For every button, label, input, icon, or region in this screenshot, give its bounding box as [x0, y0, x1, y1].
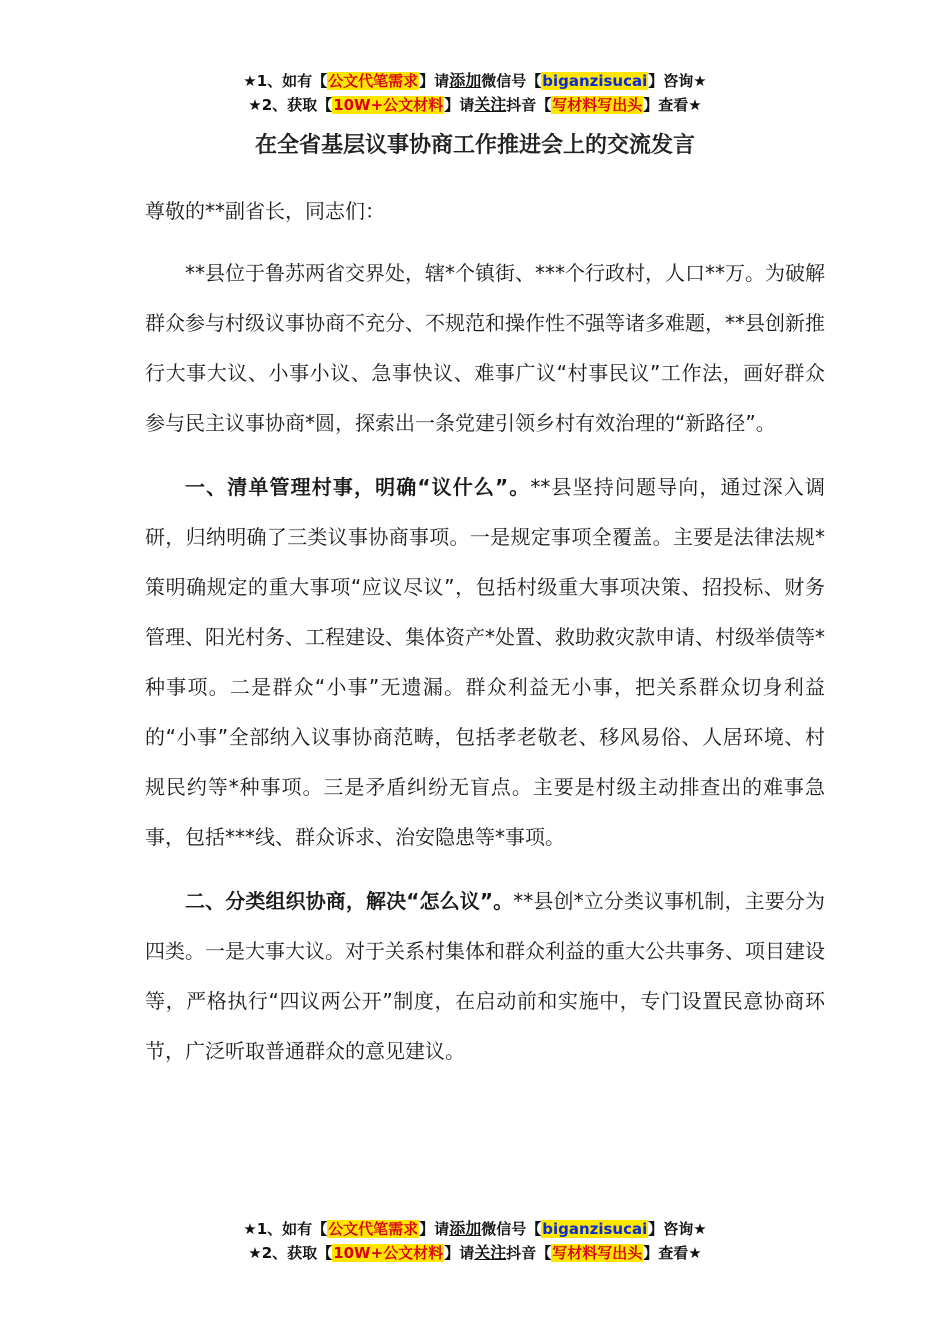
promo-line-1 [0, 69, 950, 93]
promo-text: 】请 [444, 96, 475, 114]
douyin-account: 写材料写出头 [552, 96, 643, 114]
wechat-id: biganzisucai [542, 72, 648, 90]
promo-line-1 [0, 1217, 950, 1241]
wechat-id: biganzisucai [542, 1220, 648, 1238]
promo-text: 】咨询★ [648, 1220, 707, 1238]
promo-text: ★2、获取【 [248, 96, 333, 114]
promo-text: ★1、如有【 [243, 72, 328, 90]
promo-text: ★1、如有【 [243, 1220, 328, 1238]
promo-text: 】请 [419, 1220, 450, 1238]
section-1-body: **县坚持问题导向，通过深入调研，归纳明确了三类议事协商事项。一是规定事项全覆盖。主要是法律法规*策明确规定的重大事项“应议尽议”，包括村级重大事项决策、招投标、财务管理、阳光村务、工程建设、集体资产*处置、救助救灾款申请、村级举债等*种事项。二是群众“小事”无遗漏。群众利益无小事，把关系群众切身利益的“小事”全部纳入议事协商范畴，包括孝老敬老、移风易俗、人居环境、村规民约等*种事项。三是矛盾纠纷无盲点。主要是村级主动排查出的难事急事，包括***线、群众诉求、治安隐患等*事项。 [145, 475, 825, 849]
document-title: 在全省基层议事协商工作推进会上的交流发言 [254, 133, 695, 158]
promo-text: 微信号【 [481, 1220, 542, 1238]
document-body [145, 186, 825, 1076]
promo-emphasis: 添加 [449, 1219, 482, 1238]
promo-text: 抖音【 [506, 96, 552, 114]
promo-text: ★2、获取【 [248, 1244, 333, 1262]
promo-emphasis: 关注 [474, 1243, 507, 1262]
promo-banner-bottom [0, 1217, 950, 1265]
promo-text: 】查看★ [643, 96, 702, 114]
promo-banner-top [0, 69, 950, 117]
section-2-body: **县创*立分类议事机制，主要分为四类。一是大事大议。对于关系村集体和群众利益的重大公共事务、项目建设等，严格执行“四议两公开”制度，在启动前和实施中，专门设置民意协商环节，广泛听取普通群众的意见建议。 [145, 889, 826, 1063]
promo-highlight: 10W+公文材料 [333, 1244, 444, 1262]
promo-line-2 [0, 1241, 950, 1265]
section-2-heading: 二、分类组织协商，解决“怎么议”。 [185, 889, 514, 913]
section-1-heading: 一、清单管理村事，明确“议什么”。 [185, 475, 531, 499]
promo-emphasis: 关注 [474, 95, 507, 114]
promo-emphasis: 添加 [449, 71, 482, 90]
promo-text: 】咨询★ [648, 72, 707, 90]
promo-text: 抖音【 [506, 1244, 552, 1262]
douyin-account: 写材料写出头 [552, 1244, 643, 1262]
section-1-paragraph [145, 462, 825, 862]
promo-highlight: 公文代笔需求 [328, 72, 419, 90]
promo-text: 】查看★ [643, 1244, 702, 1262]
salutation: 尊敬的**副省长，同志们： [145, 199, 385, 223]
intro-paragraph: **县位于鲁苏两省交界处，辖*个镇街、***个行政村，人口**万。为破解群众参与村级议事协商不充分、不规范和操作性不强等诸多难题，**县创新推行大事大议、小事小议、急事快议、难事广议“村事民议”工作法，画好群众参与民主议事协商*圆，探索出一条党建引领乡村有效治理的“新路径”。 [145, 261, 825, 435]
section-2-paragraph [145, 876, 825, 1076]
promo-line-2 [0, 93, 950, 117]
promo-text: 】请 [444, 1244, 475, 1262]
promo-text: 微信号【 [481, 72, 542, 90]
promo-highlight: 10W+公文材料 [333, 96, 444, 114]
promo-text: 】请 [419, 72, 450, 90]
promo-highlight: 公文代笔需求 [328, 1220, 419, 1238]
